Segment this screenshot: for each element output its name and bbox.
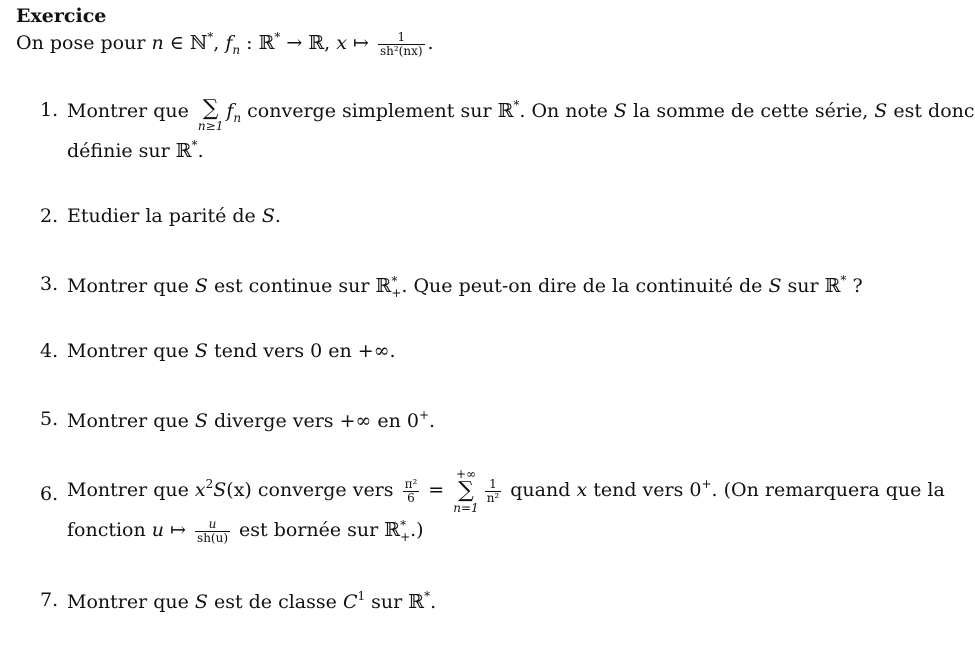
period: . (274, 205, 281, 227)
set-naturals: ∈ ℕ (163, 32, 208, 54)
var-f: f (225, 32, 233, 54)
item-text: Montrer que (67, 410, 195, 432)
item-text: Montrer que (67, 340, 195, 362)
pi-fraction (403, 478, 420, 504)
item-text: tend vers 0 en +∞. (207, 340, 396, 362)
item-number-7: 7. (40, 589, 59, 611)
var-x: x (194, 479, 206, 501)
item-text: . Que peut-on dire de la continuité de (401, 275, 769, 297)
var-n: n (151, 32, 164, 54)
series-fraction (485, 478, 502, 504)
item-text: définie sur ℝ (67, 140, 192, 162)
sum-operator (453, 468, 478, 514)
item-text: la somme de cette série, (626, 100, 875, 122)
var-x: x (336, 32, 347, 54)
sub-n: n (233, 111, 242, 125)
sub-n: n (232, 43, 241, 57)
period: . (429, 410, 436, 432)
var-x: x (576, 479, 588, 501)
fraction-denominator: 6 (403, 491, 420, 505)
fraction-numerator: 1 (489, 476, 497, 491)
item-6-line-2 (67, 518, 424, 544)
period: . (427, 32, 434, 54)
period: . (430, 591, 437, 613)
var-S: S (194, 591, 208, 613)
intro-line (16, 30, 434, 57)
star-sup: * (400, 518, 407, 533)
star-sup: * (513, 98, 520, 112)
plus-sup: + (418, 408, 430, 422)
var-S: S (194, 410, 208, 432)
fraction-denominator: sh(u) (197, 530, 229, 545)
item-text: tend vers 0 (587, 479, 702, 501)
fraction-denominator: sh²(nx) (379, 43, 423, 58)
item-text: converge vers (251, 479, 400, 501)
sigma-symbol: ∑ (202, 96, 219, 121)
var-S: S (613, 100, 627, 122)
item-7-text (67, 589, 436, 614)
sum-operator (198, 98, 223, 132)
class-C: C (342, 591, 358, 613)
plus-sub: + (400, 530, 411, 545)
sum-lower-bound: n≥1 (197, 119, 224, 133)
period: . (197, 140, 204, 162)
mapsto-symbol: ↦ (164, 519, 193, 542)
item-text: Montrer que (67, 100, 189, 122)
item-text: sur ℝ (781, 275, 841, 297)
class-sup: 1 (357, 589, 366, 603)
var-S: S (213, 479, 227, 501)
var-S: S (261, 205, 275, 227)
equals-sign: = (422, 479, 451, 501)
star-sup: * (391, 274, 398, 288)
var-u: u (151, 519, 165, 542)
var-S: S (194, 340, 208, 362)
item-2-text (67, 205, 281, 228)
item-6-line-1 (67, 468, 945, 514)
item-text: converge simplement sur ℝ (241, 100, 514, 122)
item-text: . (On remarquera que la (711, 479, 945, 501)
star-sup: * (274, 30, 281, 44)
item-text: (x) (226, 479, 252, 501)
item-5-text (67, 408, 435, 433)
fraction-numerator: u (208, 517, 217, 531)
star-sup: * (191, 138, 198, 152)
star-sup: * (424, 589, 431, 603)
item-text: est continue sur ℝ (207, 275, 392, 297)
plus-sub: + (391, 286, 402, 300)
subsup (391, 275, 401, 299)
fraction-denominator: n² (486, 490, 500, 505)
item-3-text (67, 273, 863, 299)
item-text: fonction (67, 519, 152, 542)
item-text: . On note (519, 100, 614, 122)
item-text: diverge vers +∞ en 0 (207, 410, 419, 432)
item-text: est de classe (207, 591, 343, 613)
u-fraction (195, 518, 230, 544)
item-text: est donc (887, 100, 975, 122)
exercise-title: Exercice (16, 5, 107, 27)
sum-upper-bound: +∞ (455, 467, 476, 481)
item-text: est bornée sur ℝ (233, 519, 401, 542)
item-number-5: 5. (40, 408, 59, 430)
fraction-numerator: 1 (397, 29, 406, 44)
fraction-numerator: π² (404, 476, 418, 491)
mapsto-symbol: ↦ (346, 32, 375, 54)
item-1-line-1 (67, 92, 975, 132)
var-S: S (768, 275, 782, 297)
item-text: ? (846, 275, 863, 297)
item-text: .) (410, 519, 424, 542)
var-f: f (226, 100, 234, 122)
map-codomain: → ℝ, (280, 32, 337, 54)
intro-text: On pose pour (16, 32, 146, 54)
item-text: sur ℝ (365, 591, 425, 613)
item-text: Montrer que (67, 275, 195, 297)
item-number-6: 6. (40, 483, 59, 505)
comma: , (213, 32, 226, 54)
item-text: Montrer que (67, 479, 195, 501)
intro-fraction (378, 31, 425, 57)
item-text: quand (504, 479, 577, 501)
var-S: S (874, 100, 888, 122)
square-sup: 2 (205, 477, 214, 491)
star-sup: * (840, 273, 847, 287)
item-1-line-2 (67, 138, 204, 163)
subsup (400, 519, 410, 543)
star-sup: * (207, 30, 214, 44)
item-number-1: 1. (40, 99, 59, 121)
item-number-4: 4. (40, 340, 59, 362)
item-number-2: 2. (40, 205, 59, 227)
sigma-symbol: ∑ (458, 478, 474, 503)
item-text: Etudier la parité de (67, 205, 262, 227)
item-number-3: 3. (40, 273, 59, 295)
map-domain: : ℝ (240, 32, 275, 54)
item-text: Montrer que (67, 591, 195, 613)
item-4-text (67, 340, 396, 363)
var-S: S (194, 275, 208, 297)
sum-lower-bound: n=1 (453, 501, 479, 515)
plus-sup: + (701, 477, 712, 491)
